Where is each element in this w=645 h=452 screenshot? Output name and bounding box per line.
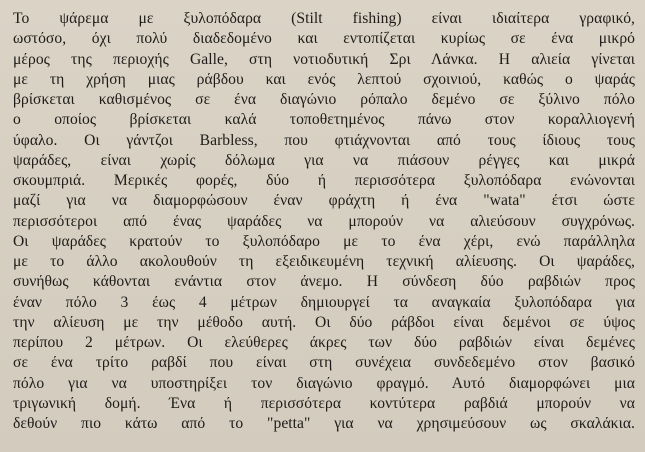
text-line: μέρος της περιοχής Galle, στη νοτιοδυτική Σρι Λάνκα. Η αλιεία γίνεται bbox=[13, 50, 635, 68]
text-line: ωστόσο, όχι πολύ διαδεδομένο και εντοπίζεται κυρίως σε ένα μικρό bbox=[13, 30, 635, 48]
text-line: συνήθως κάθονται ενάντια στον άνεμο. Η σύνδεση δύο ραβδιών προς bbox=[13, 273, 635, 291]
text-line: Οι ψαράδες κρατούν το ξυλοπόδαρο με το ένα χέρι, ενώ παράλληλα bbox=[13, 232, 635, 250]
text-line: σκουμπριά. Μερικές φορές, δύο ή περισσότερα ξυλοπόδαρα ενώνονται bbox=[13, 172, 635, 189]
text-line: περισσότεροι από ένας ψαράδες να μπορούν να αλιεύσουν συγχρόνως. bbox=[13, 212, 635, 230]
text-line: Το ψάρεμα με ξυλοπόδαρα (Stilt fishing) είναι ιδιαίτερα γραφικό, bbox=[13, 10, 635, 27]
text-line: τριγωνική δομή. Ένα ή περισσότερα κοντύτερα ραβδιά μπορούν να bbox=[13, 394, 635, 412]
paragraph-stilt-fishing bbox=[13, 9, 635, 434]
text-line: ψαράδες, είναι χωρίς δόλωμα για να πιάσουν ρέγγες και μικρά bbox=[13, 151, 635, 169]
text-line: την αλίευση με την μέθοδο αυτή. Οι δύο ράβδοι είναι δεμένοι σε ύψος bbox=[13, 313, 635, 331]
text-line: έναν πόλο 3 έως 4 μέτρων δημιουργεί τα αναγκαία ξυλοπόδαρα για bbox=[13, 293, 635, 311]
text-line: ο οποίος βρίσκεται καλά τοποθετημένος πάνω στον κοραλλιογενή bbox=[13, 111, 635, 129]
text-line: δεθούν πιο κάτω από το "petta" για να χρησιμεύσουν ως σκαλάκια. bbox=[13, 415, 635, 432]
text-line: με το άλλο ακολουθούν τη εξειδικευμένη τεχνική αλίευσης. Οι ψαράδες, bbox=[13, 253, 635, 270]
text-line: με τη χρήση μιας ράβδου και ενός λεπτού σχοινιού, καθώς ο ψαράς bbox=[13, 70, 635, 88]
text-line: μαζί για να διαμορφώσουν έναν φράχτη ή ένα "wata" έτσι ώστε bbox=[13, 192, 635, 210]
text-line: βρίσκεται καθισμένος σε ένα διαγώνιο ρόπαλο δεμένο σε ξύλινο πόλο bbox=[13, 91, 635, 108]
text-line: ύφαλο. Οι γάντζοι Barbless, που φτιάχνονται από τους ίδιους τους bbox=[13, 131, 635, 149]
text-line: σε ένα τρίτο ραβδί που είναι στη συνέχεια συνδεδεμένο στον βασικό bbox=[13, 354, 635, 372]
text-line: περίπου 2 μέτρων. Οι ελεύθερες άκρες των δύο ραβδιών είναι δεμένες bbox=[13, 334, 635, 351]
text-line: πόλο για να υποστηρίξει τον διαγώνιο φραγμό. Αυτό διαμορφώνει μια bbox=[13, 374, 635, 392]
